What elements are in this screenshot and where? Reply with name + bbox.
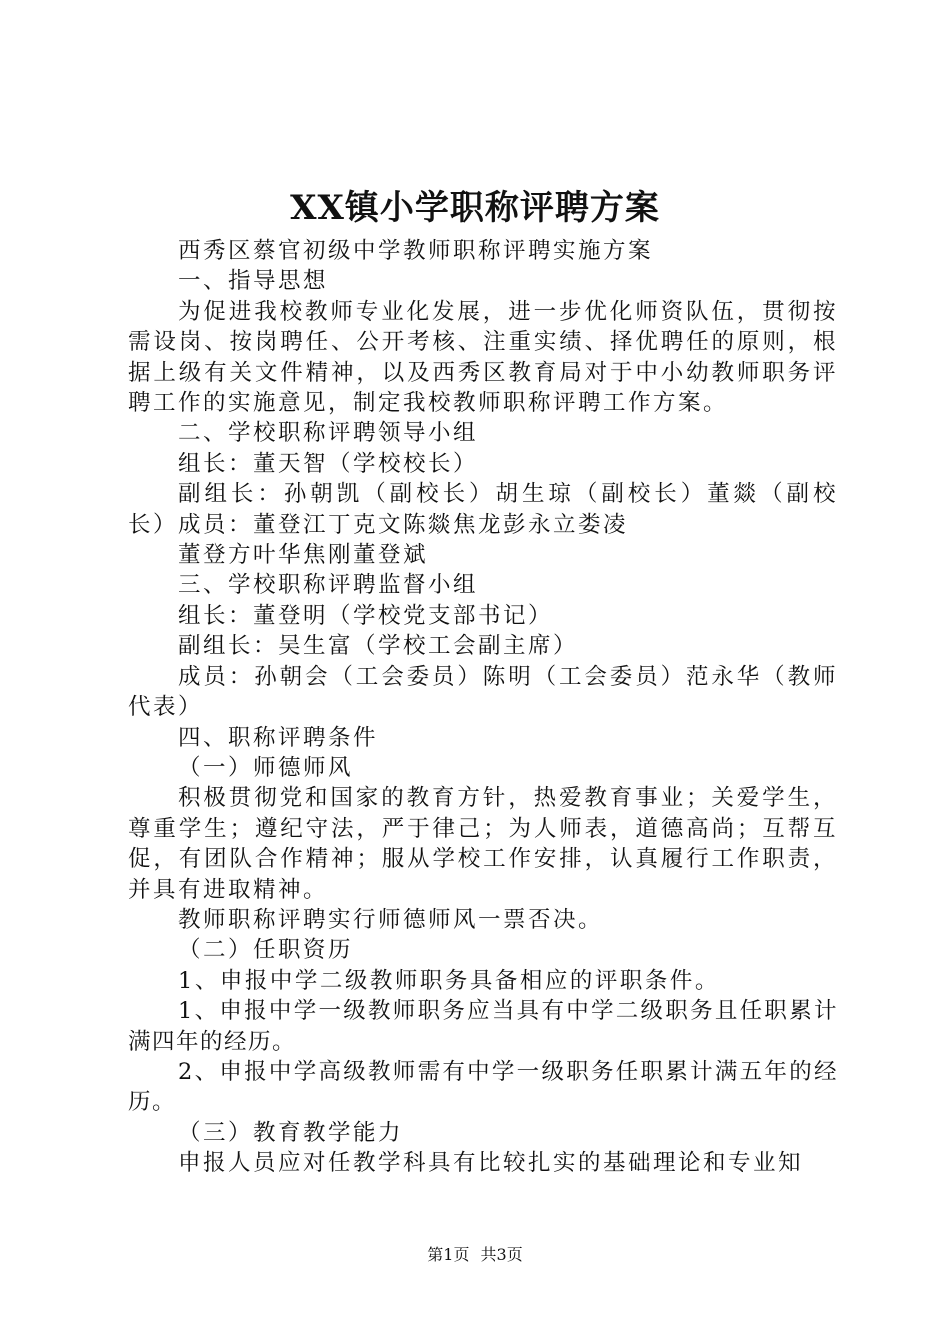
paragraph-supervisor-leader: 组长：董登明（学校党支部书记） <box>178 602 554 629</box>
paragraph-supervisor-members: 成员：孙朝会（工会委员）陈明（工会委员）范永华（教师代表） <box>128 663 838 721</box>
document-body <box>128 236 838 1179</box>
document-title: XX镇小学职称评聘方案 <box>290 188 660 228</box>
paragraph-qualification-2: 1、申报中学一级教师职务应当具有中学二级职务且任职累计满四年的经历。 <box>128 998 838 1055</box>
paragraph-qualification-1: 1、申报中学二级教师职务具备相应的评职条件。 <box>178 967 720 994</box>
paragraph-veto: 教师职称评聘实行师德师风一票否决。 <box>178 906 604 933</box>
paragraph-subheading-1: （一）师德师风 <box>178 754 354 781</box>
paragraph-heading-2: 二、学校职称评聘领导小组 <box>178 420 479 447</box>
page-footer <box>0 1244 950 1266</box>
paragraph-ability: 申报人员应对任教学科具有比较扎实的基础理论和专业知 <box>178 1150 804 1177</box>
paragraph-supervisor-deputy: 副组长：吴生富（学校工会副主席） <box>178 633 579 660</box>
paragraph-subheading-2: （二）任职资历 <box>178 937 354 964</box>
paragraph-ethics: 积极贯彻党和国家的教育方针，热爱教育事业；关爱学生，尊重学生；遵纪守法，严于律己；为人师表，道德高尚；互帮互促，有团队合作精神；服从学校工作安排，认真履行工作职责，并具有进取精神。 <box>128 785 838 903</box>
paragraph-heading-1: 一、指导思想 <box>178 268 329 295</box>
paragraph-subtitle: 西秀区蔡官初级中学教师职称评聘实施方案 <box>178 238 654 264</box>
paragraph-leader: 组长：董天智（学校校长） <box>178 450 479 477</box>
paragraph-members-continued: 董登方叶华焦刚董登斌 <box>178 542 429 569</box>
paragraph-heading-3: 三、学校职称评聘监督小组 <box>178 572 479 599</box>
paragraph-subheading-3: （三）教育教学能力 <box>178 1119 404 1146</box>
paragraph-deputy-leaders: 副组长：孙朝凯（副校长）胡生琼（副校长）董燚（副校长）成员：董登江丁克文陈燚焦龙彭永立娄凌 <box>128 481 838 538</box>
paragraph-qualification-3: 2、申报中学高级教师需有中学一级职务任职累计满五年的经历。 <box>128 1058 838 1116</box>
paragraph-guiding-ideology: 为促进我校教师专业化发展，进一步优化师资队伍，贯彻按需设岗、按岗聘任、公开考核、注重实绩、择优聘任的原则，根据上级有关文件精神，以及西秀区教育局对于中小幼教师职务评聘工作的实施意见，制定我校教师职称评聘工作方案。 <box>128 298 838 417</box>
page-total: 共3页 <box>480 1245 523 1264</box>
paragraph-heading-4: 四、职称评聘条件 <box>178 724 379 751</box>
page-number: 第1页 <box>427 1245 470 1264</box>
